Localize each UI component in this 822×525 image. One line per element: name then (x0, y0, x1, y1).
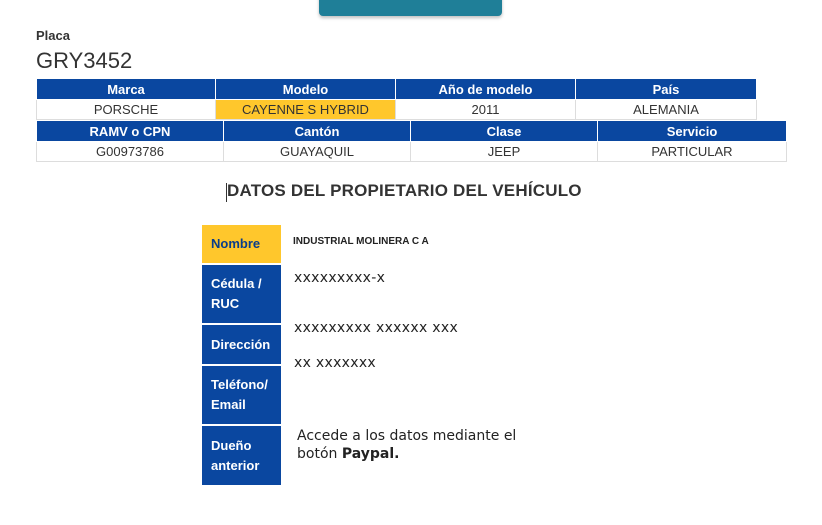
owner-row-telefono (202, 366, 281, 424)
owner-row-cedula (202, 265, 281, 323)
owner-row-nombre (202, 225, 281, 263)
header-anio-modelo: Año de modelo (396, 79, 576, 100)
header-canton: Cantón (224, 121, 411, 142)
cell-modelo: CAYENNE S HYBRID (216, 100, 396, 120)
value-telefono: xx xxxxxxx (294, 355, 377, 371)
label-direccion-text: Dirección (211, 336, 271, 352)
label-dueno-line1: Dueño (211, 437, 252, 453)
paypal-note-prefix: botón (297, 446, 342, 462)
value-direccion: xxxxxxxxx xxxxxx xxx (294, 320, 459, 336)
vehicle-info-table-2 (36, 120, 787, 162)
placa-value: GRY3452 (36, 48, 133, 73)
cell-clase: JEEP (411, 142, 598, 162)
header-modelo: Modelo (216, 79, 396, 100)
cell-servicio: PARTICULAR (598, 142, 787, 162)
header-servicio: Servicio (598, 121, 787, 142)
cell-marca: PORSCHE (37, 100, 216, 120)
value-cedula: xxxxxxxxx-x (294, 270, 386, 286)
label-cedula-line1: Cédula / (211, 276, 262, 291)
placa-label: Placa (36, 28, 70, 43)
cell-anio-modelo: 2011 (396, 100, 576, 120)
top-action-button[interactable] (319, 0, 502, 16)
table-header-row (37, 79, 757, 100)
paypal-note-line1: Accede a los datos mediante el (297, 428, 517, 444)
cell-canton: GUAYAQUIL (224, 142, 411, 162)
paypal-note (297, 427, 516, 463)
table-row (37, 142, 787, 162)
label-direccion (202, 325, 281, 364)
owner-section-title: DATOS DEL PROPIETARIO DEL VEHÍCULO (227, 181, 582, 200)
owner-row-direccion (202, 325, 281, 364)
owner-row-dueno-anterior (202, 426, 281, 485)
vehicle-info-table-1 (36, 78, 757, 120)
value-nombre: INDUSTRIAL MOLINERA C A (293, 236, 429, 247)
label-nombre-text: Nombre (211, 236, 261, 251)
label-telefono (202, 366, 281, 424)
label-dueno-line2: anterior (211, 457, 260, 473)
cell-pais: ALEMANIA (576, 100, 757, 120)
label-cedula-line2: RUC (211, 296, 240, 311)
paypal-note-line2 (297, 445, 516, 463)
header-ramv: RAMV o CPN (37, 121, 224, 142)
label-telefono-line2: Email (211, 397, 246, 412)
table-row (37, 100, 757, 120)
label-telefono-line1: Teléfono/ (211, 377, 268, 392)
header-clase: Clase (411, 121, 598, 142)
label-dueno-anterior (202, 426, 281, 485)
header-pais: País (576, 79, 757, 100)
table-header-row (37, 121, 787, 142)
paypal-link[interactable]: Paypal. (341, 446, 400, 462)
label-nombre (202, 225, 281, 263)
label-cedula (202, 265, 281, 323)
cell-ramv: G00973786 (37, 142, 224, 162)
header-marca: Marca (37, 79, 216, 100)
